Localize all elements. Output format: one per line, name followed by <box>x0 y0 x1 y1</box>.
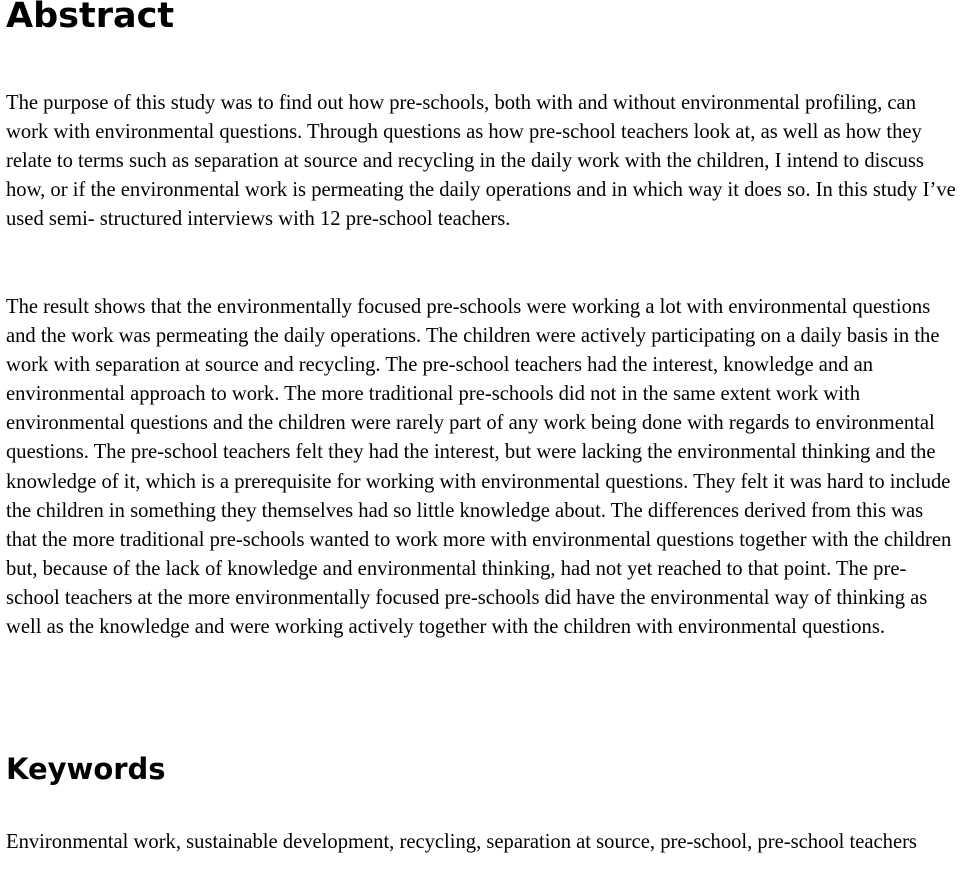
keywords-text: Environmental work, sustainable development, recycling, separation at source, pre-school, pre-school teachers <box>6 831 917 853</box>
abstract-heading: Abstract <box>6 0 175 36</box>
abstract-paragraph-2: The result shows that the environmentally focused pre-schools were working a lot with environmental questions and the work was permeating the daily operations. The children were actively participating on a daily basis in the work with separation at source and recycling. The pre-school teachers had the interest, knowledge and an environmental approach to work. The more traditional pre-schools did not in the same extent work with environmental questions and the children were rarely part of any work being done with regards to environmental questions. The pre-school teachers felt they had the interest, but were lacking the environmental thinking and the knowledge of it, which is a prerequisite for working with environmental questions. They felt it was hard to include the children in something they themselves had so little knowledge about. The differences derived from this was that the more traditional pre-schools wanted to work more with environmental questions together with the children but, because of the lack of knowledge and environmental thinking, had not yet reached to that point. The pre-school teachers at the more environmentally focused pre-schools did have the environmental way of thinking as well as the knowledge and were working actively together with the children with environmental questions. <box>6 296 952 639</box>
keywords-heading: Keywords <box>6 752 166 786</box>
abstract-paragraph-1: The purpose of this study was to find out how pre-schools, both with and without environmental profiling, can work with environmental questions. Through questions as how pre-school teachers look at, as well as how they relate to terms such as separation at source and recycling in the daily work with the children, I intend to discuss how, or if the environmental work is permeating the daily operations and in which way it does so. In this study I’ve used semi- structured interviews with 12 pre-school teachers. <box>6 92 956 231</box>
